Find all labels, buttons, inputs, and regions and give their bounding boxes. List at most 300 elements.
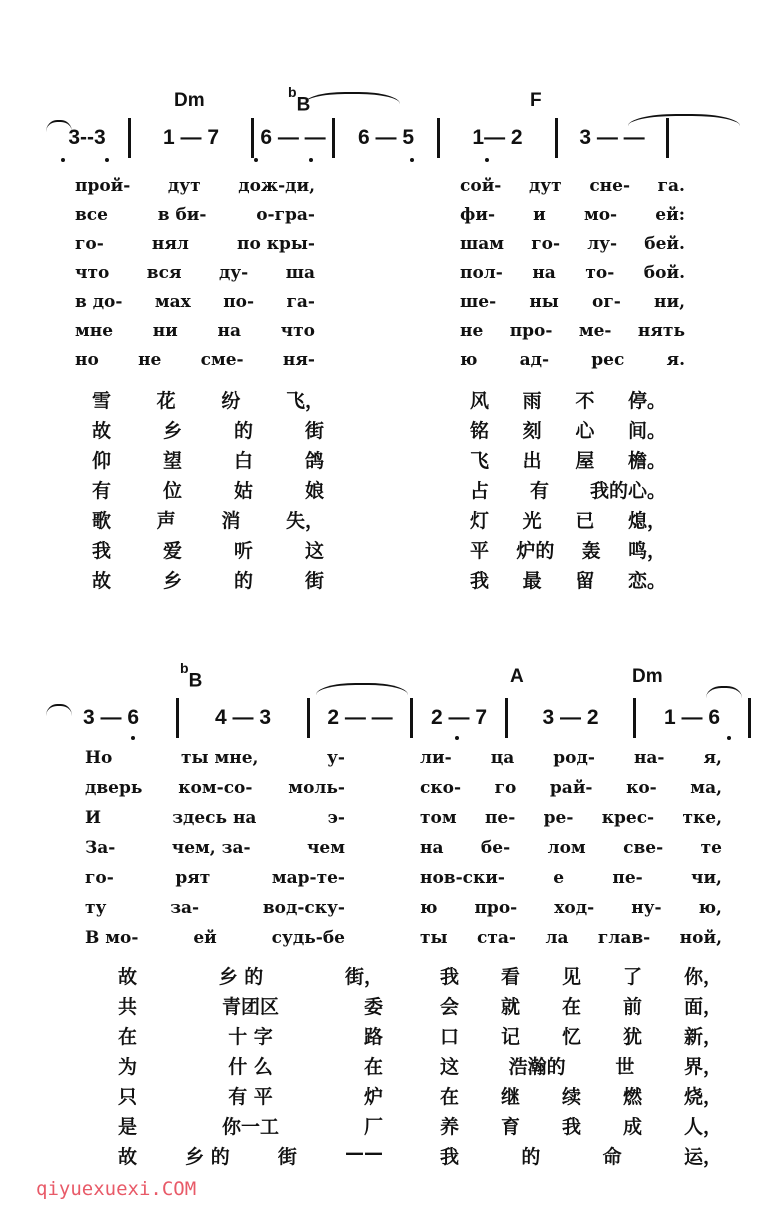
lyric-line-russian-left <box>75 321 315 341</box>
slur-tie <box>706 686 742 698</box>
lyric-line-chinese-left <box>92 416 324 443</box>
lyric-syllable: 浩瀚的 <box>508 1056 566 1078</box>
lyric-line-chinese-left <box>92 566 324 593</box>
lyric-line-russian-left <box>75 205 315 225</box>
lyric-syllable: 新， <box>683 1026 722 1048</box>
lyric-syllable: 刻 <box>522 420 542 442</box>
lyric-syllable: мах <box>154 292 191 312</box>
lyric-syllable: глав- <box>597 928 651 948</box>
lyric-syllable: 看 <box>500 966 520 988</box>
lyric-syllable: 的 <box>521 1146 541 1168</box>
lyric-syllable: 光 <box>522 510 542 532</box>
lyric-syllable: я. <box>666 350 685 370</box>
lyric-syllable: ог- <box>592 292 621 312</box>
measure: 3 — 6 <box>82 706 140 729</box>
lyric-syllable: шам <box>460 234 505 254</box>
lyric-syllable: 轰 <box>581 540 601 562</box>
lyric-syllable: на <box>420 838 444 858</box>
lyric-line-chinese-right <box>470 566 666 593</box>
lyric-syllable: ны <box>529 292 559 312</box>
lyric-syllable: 我 <box>561 1116 581 1138</box>
lyric-syllable: 这 <box>440 1056 460 1078</box>
lyric-syllable: све- <box>623 838 664 858</box>
measure: 4 — 3 <box>214 706 272 729</box>
lyric-line-russian-left <box>85 778 345 798</box>
lyric-syllable: ца <box>490 748 515 768</box>
lyric-syllable: 故 <box>118 966 138 988</box>
chord-root: B <box>188 670 203 692</box>
lyric-syllable: ско- <box>420 778 462 798</box>
lyric-syllable: 见 <box>561 966 581 988</box>
flat-sign: b <box>288 84 297 100</box>
lyric-syllable: ла <box>545 928 569 948</box>
lyric-syllable: 故 <box>92 420 112 442</box>
lyric-syllable: 只 <box>118 1086 138 1108</box>
lyric-line-russian-left <box>85 868 345 888</box>
lyric-syllable: ме- <box>578 321 612 341</box>
lyric-line-chinese-left <box>118 962 383 989</box>
lyric-syllable: то- <box>585 263 615 283</box>
lyric-syllable: 路 <box>363 1026 383 1048</box>
lyric-syllable: у- <box>327 748 345 768</box>
notation-staff <box>46 116 669 160</box>
lyric-line-russian-right <box>420 868 722 888</box>
lyric-syllable: 在 <box>440 1086 460 1108</box>
measure: 2 — — <box>327 706 393 729</box>
lyric-syllable: лу- <box>587 234 618 254</box>
lyric-syllable: 望 <box>162 450 182 472</box>
lyric-syllable: ход- <box>554 898 595 918</box>
lyric-syllable: чем, за- <box>171 838 251 858</box>
lyric-line-chinese-left <box>118 1082 383 1109</box>
lyric-syllable: я, <box>703 748 722 768</box>
measure: 3 — — <box>579 126 645 149</box>
chord-root: F <box>530 90 542 111</box>
lyric-syllable: ю <box>420 898 438 918</box>
lyric-syllable: 我 <box>440 966 460 988</box>
lyric-syllable: ни, <box>654 292 685 312</box>
lyric-syllable: 平 <box>470 540 490 562</box>
lyric-line-chinese-right <box>470 536 666 563</box>
lyric-syllable: 你一工 <box>221 1116 279 1138</box>
lyric-syllable: 失， <box>285 510 324 532</box>
lyric-syllable: пол- <box>460 263 503 283</box>
lyric-syllable: 仰 <box>92 450 112 472</box>
lyric-syllable: на- <box>633 748 665 768</box>
lyric-syllable: ной, <box>679 928 722 948</box>
lyric-syllable: ду- <box>218 263 249 283</box>
lyric-syllable: ша <box>285 263 315 283</box>
lyric-syllable: по- <box>223 292 255 312</box>
lyric-syllable: 世 <box>615 1056 635 1078</box>
lyric-syllable: 口 <box>440 1026 460 1048</box>
lyric-syllable: 故 <box>92 570 112 592</box>
lyric-syllable: не <box>460 321 484 341</box>
lyric-syllable: дверь <box>85 778 143 798</box>
lyric-line-russian-right <box>460 292 685 312</box>
measure: 1 — 7 <box>162 126 220 149</box>
lyric-syllable: в до- <box>75 292 123 312</box>
lyric-line-chinese-right <box>440 962 722 989</box>
lyric-syllable: 养 <box>440 1116 460 1138</box>
low-octave-dot <box>309 158 313 162</box>
lyric-syllable: 十 字 <box>228 1026 273 1048</box>
lyric-syllable: 继 <box>500 1086 520 1108</box>
lyric-line-chinese-left <box>118 992 383 1019</box>
lyric-syllable: 烧， <box>683 1086 722 1108</box>
lyric-line-russian-left <box>85 838 345 858</box>
lyric-syllable: ну- <box>631 898 662 918</box>
lyric-syllable: 我 <box>440 1146 460 1168</box>
lyric-syllable: по кры- <box>237 234 315 254</box>
lyric-syllable: моль- <box>288 778 345 798</box>
lyric-line-chinese-right <box>440 1112 722 1139</box>
lyric-syllable: го- <box>75 234 104 254</box>
lyric-syllable: 就 <box>500 996 520 1018</box>
lyric-syllable: 檐。 <box>627 450 666 472</box>
lyric-syllable: 纷 <box>221 390 241 412</box>
lyric-line-chinese-left <box>92 386 324 413</box>
lyric-syllable: ма, <box>690 778 722 798</box>
lyric-syllable: мо- <box>583 205 618 225</box>
lyric-syllable: га- <box>286 292 315 312</box>
lyric-syllable: 这 <box>304 540 324 562</box>
lyric-syllable: бой. <box>643 263 685 283</box>
slur-tie <box>628 114 740 126</box>
lyric-syllable: ту <box>85 898 107 918</box>
lyric-line-chinese-right <box>440 1082 722 1109</box>
lyric-syllable: мне <box>75 321 114 341</box>
lyric-syllable: прой- <box>75 176 131 196</box>
lyric-syllable: 我的心。 <box>589 480 666 502</box>
chord-symbol <box>174 90 205 112</box>
lyric-line-chinese-right <box>470 386 666 413</box>
lyric-line-russian-right <box>420 838 722 858</box>
lyric-syllable: 白 <box>233 450 253 472</box>
lyric-syllable: судь-бе <box>271 928 345 948</box>
flat-sign: b <box>180 660 189 676</box>
lyric-syllable: ко- <box>626 778 657 798</box>
chord-symbol <box>180 660 203 692</box>
lyric-syllable: 了 <box>622 966 642 988</box>
low-octave-dot <box>455 736 459 740</box>
low-octave-dot <box>105 158 109 162</box>
lyric-syllable: 燃 <box>622 1086 642 1108</box>
lyric-syllable: ста- <box>477 928 516 948</box>
lyric-line-chinese-left <box>118 1142 383 1169</box>
lyric-syllable: 歌 <box>92 510 112 532</box>
low-octave-dot <box>410 158 414 162</box>
lyric-syllable: тке, <box>682 808 722 828</box>
lyric-syllable: 炉的 <box>516 540 555 562</box>
lyric-syllable: род- <box>553 748 595 768</box>
lyric-syllable: вся <box>146 263 182 283</box>
lyric-line-russian-right <box>420 778 722 798</box>
lyric-syllable: сме- <box>200 350 244 370</box>
lyric-syllable: 共 <box>118 996 138 1018</box>
lyric-syllable: 不 <box>575 390 595 412</box>
lyric-line-russian-right <box>460 321 685 341</box>
lyric-syllable: 恋。 <box>627 570 666 592</box>
lyric-syllable: 你， <box>683 966 722 988</box>
lyric-syllable: га. <box>657 176 685 196</box>
lyric-syllable: но <box>75 350 99 370</box>
lyric-syllable: 忆 <box>561 1026 581 1048</box>
lyric-syllable: ты <box>420 928 448 948</box>
lyric-syllable: 留 <box>575 570 595 592</box>
lyric-syllable: 犹 <box>622 1026 642 1048</box>
lyric-syllable: нов-ски- <box>420 868 505 888</box>
lyric-syllable: 雨 <box>522 390 542 412</box>
lyric-syllable: 故 <box>118 1146 138 1168</box>
lyric-syllable: фи- <box>460 205 495 225</box>
lyric-line-chinese-left <box>118 1022 383 1049</box>
lyric-syllable: ре- <box>543 808 574 828</box>
lyric-line-chinese-right <box>470 446 666 473</box>
lyric-line-chinese-right <box>470 416 666 443</box>
lyric-syllable: 为 <box>118 1056 138 1078</box>
lyric-syllable: сой- <box>460 176 502 196</box>
chord-root: A <box>510 666 524 687</box>
lyric-syllable: Но <box>85 748 113 768</box>
lyric-line-chinese-right <box>440 1022 722 1049</box>
barline-end <box>748 698 751 738</box>
lyric-syllable: что <box>280 321 315 341</box>
lyric-syllable: 会 <box>440 996 460 1018</box>
measure: 1 — 6 <box>663 706 721 729</box>
chord-symbol <box>530 90 542 112</box>
lyric-line-chinese-right <box>440 992 722 1019</box>
lyric-syllable: 在 <box>561 996 581 1018</box>
lyric-syllable: —— <box>344 1142 383 1164</box>
lyric-syllable: 间。 <box>627 420 666 442</box>
lyric-line-russian-right <box>420 928 722 948</box>
lyric-syllable: ли- <box>420 748 452 768</box>
lyric-line-chinese-right <box>470 506 666 533</box>
lyric-syllable: 命 <box>602 1146 622 1168</box>
lyric-syllable: ше- <box>460 292 497 312</box>
lyric-syllable: 在 <box>363 1056 383 1078</box>
lyric-syllable: 乡 <box>162 420 182 442</box>
lyric-line-russian-left <box>85 748 345 768</box>
lyric-syllable: 运， <box>683 1146 722 1168</box>
lyric-syllable: 飞， <box>285 390 324 412</box>
measure: 3--3 <box>68 126 106 149</box>
lyric-syllable: бей. <box>644 234 685 254</box>
low-octave-dot <box>727 736 731 740</box>
lyric-syllable: за- <box>170 898 200 918</box>
lyric-syllable: ни <box>152 321 178 341</box>
lyric-syllable: те <box>700 838 722 858</box>
lyric-syllable: 熄， <box>627 510 666 532</box>
lyric-line-chinese-right <box>440 1052 722 1079</box>
lyric-line-russian-right <box>460 234 685 254</box>
lyric-syllable: 出 <box>522 450 542 472</box>
lyric-syllable: ей <box>193 928 217 948</box>
lyric-syllable: 鸣， <box>627 540 666 562</box>
lyric-line-russian-left <box>75 350 315 370</box>
lyric-syllable: э- <box>327 808 345 828</box>
lyric-syllable: пе- <box>612 868 643 888</box>
lyric-syllable: пе- <box>484 808 516 828</box>
lyric-line-russian-left <box>85 898 345 918</box>
chord-root: Dm <box>174 90 205 111</box>
lyric-line-russian-right <box>460 263 685 283</box>
lyric-syllable: 人， <box>683 1116 722 1138</box>
lyric-line-russian-right <box>420 808 722 828</box>
lyric-syllable: ком-со- <box>178 778 253 798</box>
lyric-syllable: 有 平 <box>228 1086 273 1108</box>
chord-root: B <box>296 94 311 116</box>
lyric-syllable: 是 <box>118 1116 138 1138</box>
lyric-syllable: 消 <box>221 510 241 532</box>
lyric-syllable: не <box>138 350 162 370</box>
lyric-syllable: мар-те- <box>271 868 345 888</box>
lyric-syllable: го <box>494 778 517 798</box>
lyric-syllable: 育 <box>500 1116 520 1138</box>
measure: 6 — 5 <box>357 126 415 149</box>
lyric-syllable: чи, <box>691 868 722 888</box>
lyric-syllable: 鸽 <box>304 450 324 472</box>
lyric-line-russian-right <box>420 898 722 918</box>
lyric-syllable: что <box>75 263 110 283</box>
measure: 6 — — <box>260 126 326 149</box>
low-octave-dot <box>61 158 65 162</box>
lyric-line-russian-right <box>460 176 685 196</box>
lyric-syllable: За- <box>85 838 116 858</box>
lyric-syllable: рес <box>591 350 625 370</box>
lyric-syllable: в би- <box>157 205 207 225</box>
lyric-syllable: и <box>533 205 546 225</box>
lyric-syllable: 灯 <box>470 510 490 532</box>
measure: 3 — 2 <box>542 706 599 729</box>
lyric-syllable: 记 <box>500 1026 520 1048</box>
low-octave-dot <box>485 158 489 162</box>
chord-symbol <box>510 666 524 688</box>
lyric-syllable: 飞 <box>470 450 490 472</box>
lyric-syllable: 娘 <box>304 480 324 502</box>
lyric-syllable: 在 <box>118 1026 138 1048</box>
lyric-syllable: про- <box>474 898 518 918</box>
lyric-syllable: 已 <box>575 510 595 532</box>
lyric-line-russian-left <box>85 928 345 948</box>
lyric-syllable: 前 <box>622 996 642 1018</box>
lyric-syllable: 的 <box>233 570 253 592</box>
lyric-line-russian-left <box>75 292 315 312</box>
lyric-syllable: 最 <box>522 570 542 592</box>
lyric-syllable: е <box>553 868 565 888</box>
lyric-syllable: ад- <box>519 350 550 370</box>
lyric-line-russian-right <box>460 350 685 370</box>
lyric-line-chinese-left <box>118 1112 383 1139</box>
lyric-syllable: 厂 <box>363 1116 383 1138</box>
lyric-syllable: 我 <box>470 570 490 592</box>
lyric-syllable: лом <box>547 838 586 858</box>
lyric-syllable: все <box>75 205 108 225</box>
lyric-syllable: ты мне, <box>181 748 259 768</box>
slur-tie <box>304 92 400 104</box>
lyric-syllable: 炉 <box>363 1086 383 1108</box>
lyric-line-russian-right <box>420 748 722 768</box>
lyric-line-chinese-left <box>92 446 324 473</box>
lyric-syllable: 风 <box>470 390 490 412</box>
lyric-syllable: о-гра- <box>256 205 315 225</box>
lyric-line-chinese-right <box>440 1142 722 1169</box>
watermark: qiyuexuexi.COM <box>36 1178 197 1200</box>
lyric-syllable: 爱 <box>162 540 182 562</box>
lyric-syllable: 的 <box>233 420 253 442</box>
lyric-syllable: 街 <box>304 570 324 592</box>
lyric-syllable: сне- <box>589 176 630 196</box>
notation-staff <box>46 696 751 740</box>
lyric-syllable: на <box>532 263 556 283</box>
lyric-syllable: 续 <box>561 1086 581 1108</box>
lyric-syllable: 铭 <box>470 420 490 442</box>
lyric-syllable: нять <box>637 321 685 341</box>
lyric-syllable: крес- <box>601 808 655 828</box>
lyric-syllable: 雪 <box>92 390 112 412</box>
lyric-syllable: про- <box>509 321 553 341</box>
lyric-syllable: 乡 的 <box>218 966 264 988</box>
lyric-syllable: дож-ди, <box>238 176 315 196</box>
lyric-line-russian-left <box>75 263 315 283</box>
lyric-syllable: нял <box>151 234 189 254</box>
lyric-syllable: ня- <box>282 350 315 370</box>
lyric-syllable: 有 <box>92 480 112 502</box>
lyric-syllable: 我 <box>92 540 112 562</box>
lyric-line-chinese-left <box>118 1052 383 1079</box>
lyric-syllable: И <box>85 808 102 828</box>
lyric-syllable: 街， <box>344 966 383 988</box>
lyric-syllable: ю, <box>698 898 722 918</box>
lyric-syllable: здесь на <box>172 808 257 828</box>
lyric-syllable: 姑 <box>233 480 253 502</box>
lyric-syllable: на <box>217 321 241 341</box>
slur-tie <box>316 683 408 695</box>
lyric-syllable: 心 <box>575 420 595 442</box>
lyric-line-chinese-left <box>92 506 324 533</box>
lyric-syllable: ю <box>460 350 478 370</box>
chord-symbol <box>632 666 663 688</box>
low-octave-dot <box>131 736 135 740</box>
low-octave-dot <box>254 158 258 162</box>
lyric-syllable: 街 <box>304 420 324 442</box>
lyric-syllable: 什 么 <box>228 1056 273 1078</box>
lyric-syllable: рят <box>175 868 211 888</box>
lyric-syllable: чем <box>306 838 345 858</box>
lyric-syllable: ей: <box>655 205 685 225</box>
lyric-line-russian-right <box>460 205 685 225</box>
lyric-syllable: 委 <box>363 996 383 1018</box>
lyric-syllable: 位 <box>162 480 182 502</box>
chord-root: Dm <box>632 666 663 687</box>
lyric-syllable: 屋 <box>575 450 595 472</box>
measure: 2 — 7 <box>430 706 488 729</box>
lyric-syllable: 有 <box>529 480 549 502</box>
lyric-syllable: го- <box>85 868 114 888</box>
lyric-line-chinese-left <box>92 536 324 563</box>
lyric-syllable: 停。 <box>627 390 666 412</box>
lyric-syllable: том <box>420 808 457 828</box>
lyric-syllable: 街 <box>277 1146 297 1168</box>
lyric-syllable: 界， <box>683 1056 722 1078</box>
lyric-syllable: 乡 <box>162 570 182 592</box>
lyric-line-russian-left <box>85 808 345 828</box>
lyric-line-chinese-right <box>470 476 666 503</box>
lyric-syllable: вод-ску- <box>262 898 345 918</box>
lyric-syllable: 声 <box>156 510 176 532</box>
measure: 1— 2 <box>472 126 523 149</box>
